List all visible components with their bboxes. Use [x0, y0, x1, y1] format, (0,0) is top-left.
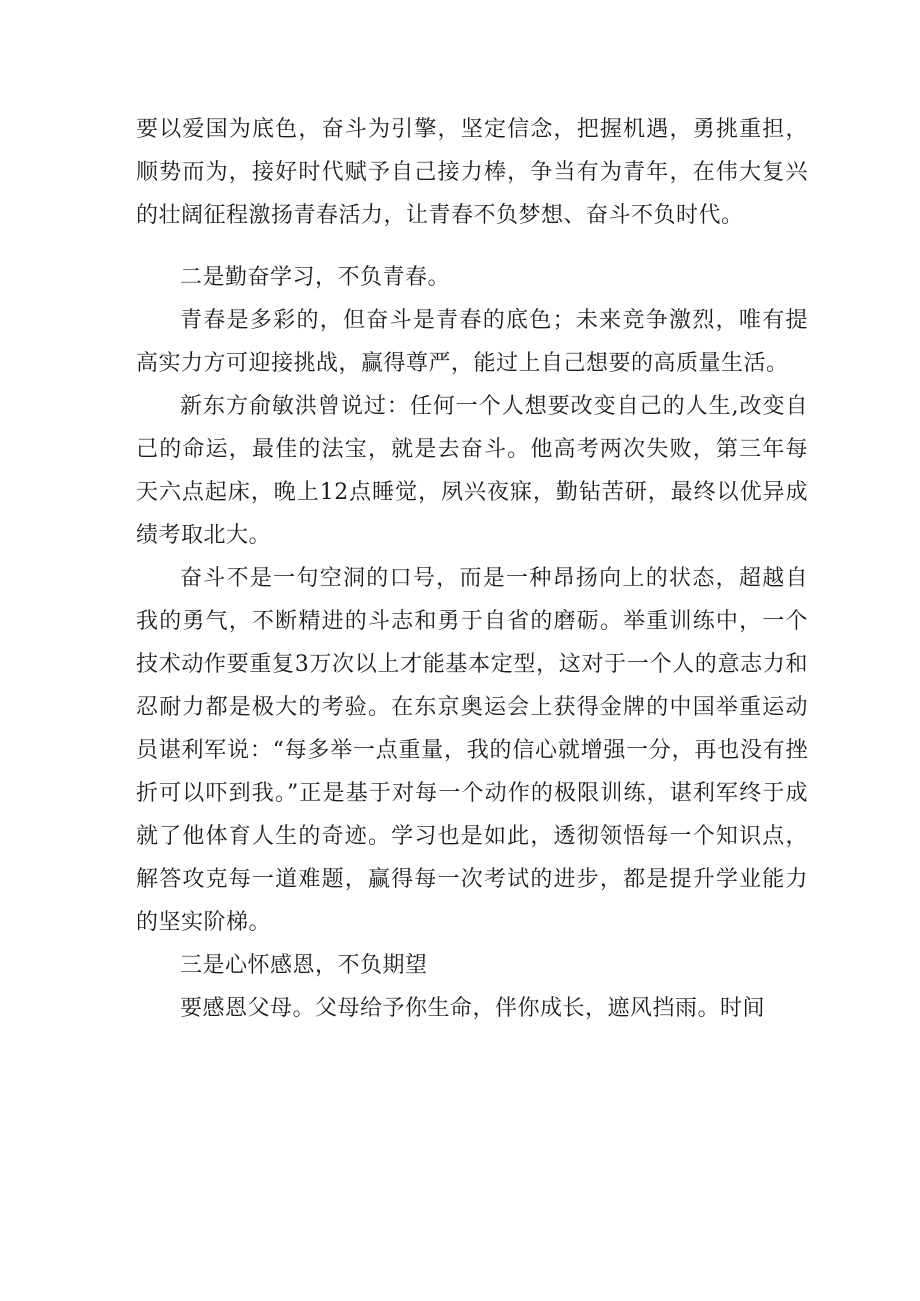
heading-gratitude: 三是心怀感恩，不负期望 [180, 953, 428, 978]
document-body [136, 108, 808, 1030]
paragraph-patriotism: 要以爱国为底色，奋斗为引擎，坚定信念，把握机遇，勇挑重担，顺势而为，接好时代赋予自己接力棒，争当有为青年，在伟大复兴的壮阔征程激扬青春活力，让青春不负梦想、奋斗不负时代。 [136, 117, 808, 228]
paragraph-striving: 奋斗不是一句空洞的口号，而是一种昂扬向上的状态，超越自我的勇气，不断精进的斗志和勇于自省的磨砺。举重训练中，一个技术动作要重复3万次以上才能基本定型，这对于一个人的意志力和忍耐力都是极大的考验。在东京奥运会上获得金牌的中国举重运动员谌利军说：“每多举一点重量，我的信心就增强一分，再也没有挫折可以吓到我。”正是基于对每一个动作的极限训练，谌利军终于成就了他体育人生的奇迹。学习也是如此，透彻领悟每一个知识点，解答攻克每一道难题，赢得每一次考试的进步，都是提升学业能力的坚实阶梯。 [136, 566, 808, 935]
paragraph-yu-minhong: 新东方俞敏洪曾说过：任何一个人想要改变自己的人生,改变自己的命运，最佳的法宝，就是去奋斗。他高考两次失败，第三年每天六点起床，晚上12点睡觉，夙兴夜寐，勤钻苦研，最终以优异成绩考取北大。 [136, 394, 808, 548]
paragraph-thank-parents: 要感恩父母。父母给予你生命，伴你成长，遮风挡雨。时间 [180, 996, 766, 1021]
heading-diligent-study: 二是勤奋学习，不负青春。 [180, 265, 451, 290]
paragraph-youth-colorful: 青春是多彩的，但奋斗是青春的底色；未来竞争激烈，唯有提高实力方可迎接挑战，赢得尊严，能过上自己想要的高质量生活。 [136, 308, 808, 376]
